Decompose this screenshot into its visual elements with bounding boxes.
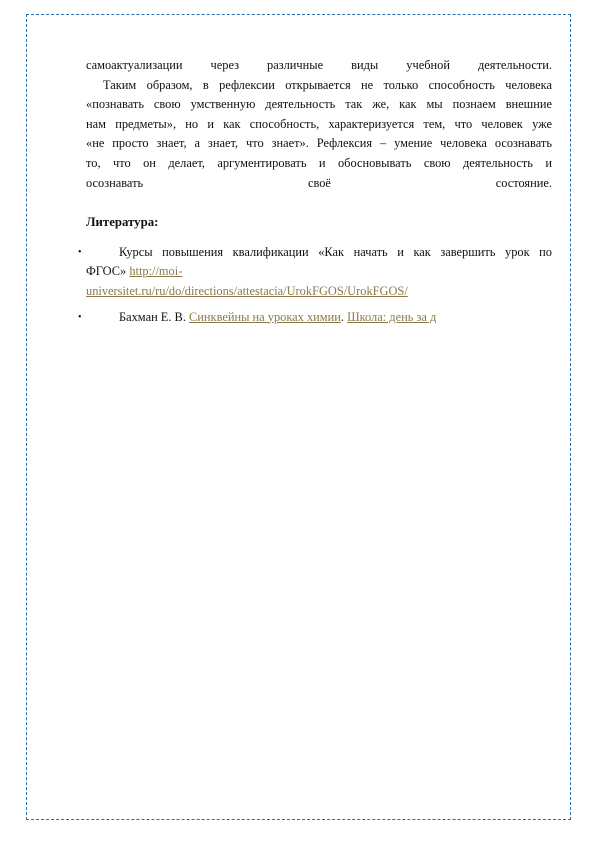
reference-text: Курсы повышения квалификации «Как начать и как завершить урок по — [119, 244, 552, 259]
paragraph-line: нам предметы», но и как способность, характеризуется тем, что человек уже — [86, 116, 552, 131]
reference-line — [86, 262, 552, 282]
paragraph-line: «не просто знает, а знает, что знает». Рефлексия – умение человека осознавать — [86, 136, 552, 151]
bullet-icon: • — [78, 246, 82, 258]
paragraph-line: то, что он делает, аргументировать и обосновывать свою деятельность и — [86, 155, 552, 170]
paragraph-line: Таким образом, в рефлексии открывается не только способность человека — [103, 77, 552, 92]
reference-item — [78, 308, 552, 328]
reference-link[interactable]: http://moi- — [129, 264, 183, 279]
literature-list — [78, 243, 552, 327]
reference-text: Бахман Е. В. — [119, 309, 186, 324]
reference-link[interactable]: Синквейны на уроках химии — [189, 309, 341, 324]
body-paragraph — [86, 56, 552, 193]
reference-line — [86, 308, 552, 328]
reference-line — [86, 282, 552, 302]
paragraph-line: «познавать свою умственную деятельность так же, как мы познаем внешние — [86, 97, 552, 112]
page-content — [78, 56, 552, 333]
paragraph-line: самоактуализации через различные виды учебной деятельности. — [86, 58, 552, 72]
literature-heading: Литература: — [86, 215, 159, 230]
bullet-icon: • — [78, 311, 82, 323]
paragraph-line: осознавать своё состояние. — [86, 175, 552, 190]
reference-item — [78, 243, 552, 302]
reference-link[interactable]: Школа: день за д — [347, 309, 437, 324]
reference-separator: . — [340, 309, 345, 324]
reference-text: ФГОС» — [86, 264, 127, 279]
reference-link[interactable]: universitet.ru/ru/do/directions/attestacia/UrokFGOS/UrokFGOS/ — [86, 283, 408, 298]
